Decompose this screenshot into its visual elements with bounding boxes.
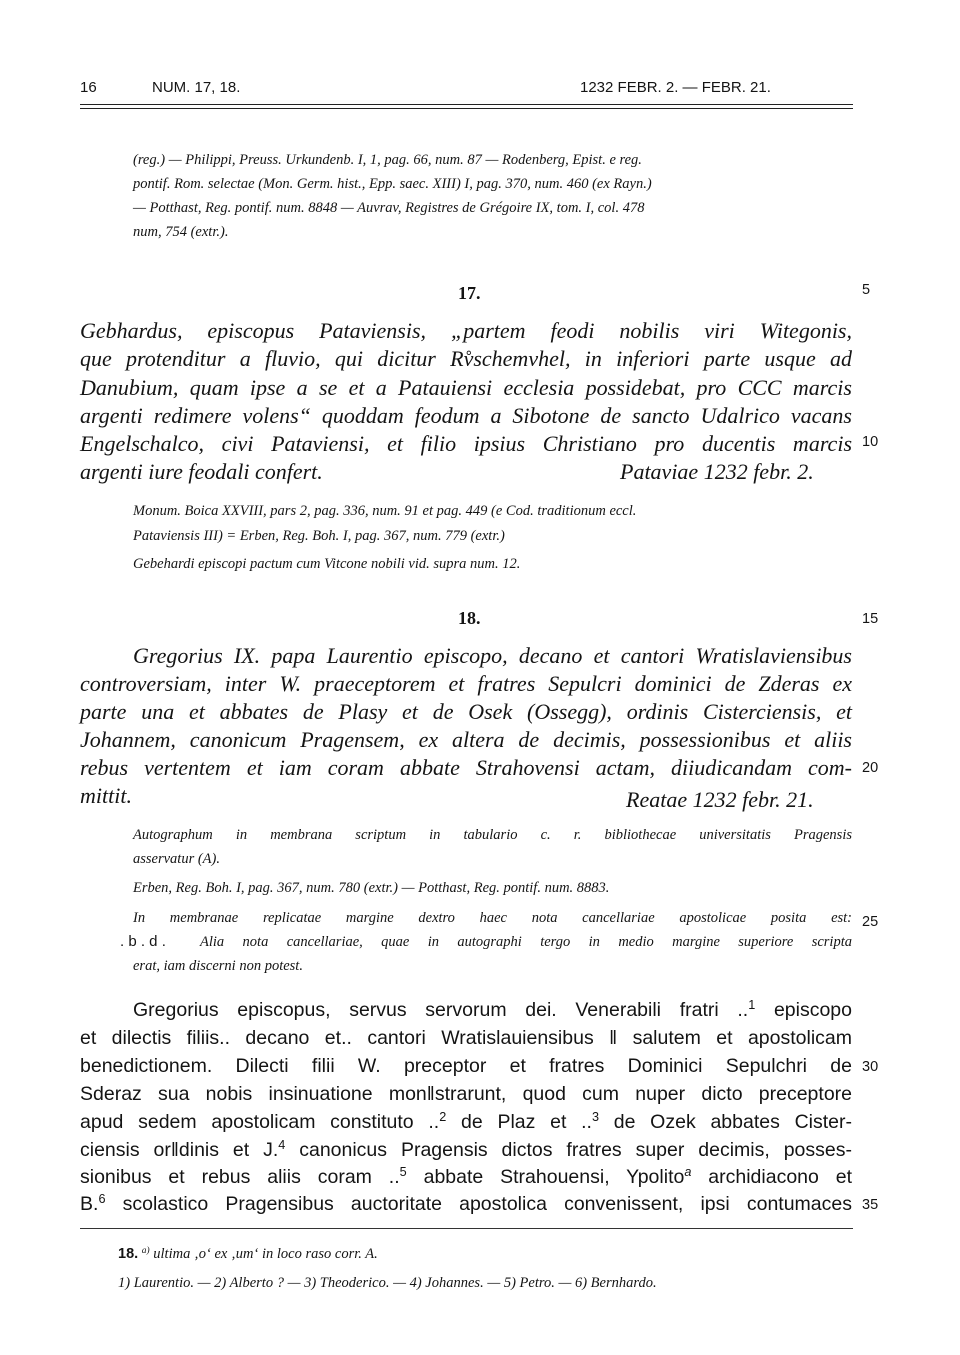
charter-text-line: sionibus et rebus aliis coram ..$^5$ abbate Strahouensi, Ypolito$^a$ archidiacono et <box>80 1165 853 1188</box>
line-number: 15 <box>862 611 879 627</box>
name-footnotes: 1) Laurentio. — 2) Alberto ? — 3) Theoderico. — 4) Johannes. — 5) Petro. — 6) Bernhardo. <box>118 1275 657 1291</box>
source-note: asservatur (A). <box>133 851 220 867</box>
source-note: Gebehardi episcopi pactum cum Vitcone nobili vid. supra num. 12. <box>133 556 521 572</box>
line-number: 25 <box>862 914 879 930</box>
prev-source-line: pontif. Rom. selectae (Mon. Germ. hist., Epp. saec. XIII) I, pag. 370, num. 460 (ex Rayn.) <box>133 176 652 192</box>
charter-text-line: ciensis or‖dinis et J.$^4$ canonicus Pragensis dictos fratres super decimis, posses- <box>80 1138 852 1161</box>
page-number: 16 <box>80 79 97 96</box>
regest-line: que protenditur a fluvio, qui dicitur Rv̊schemvhel, in inferiori parte usque ad <box>80 346 852 371</box>
source-note: Alia nota cancellariae, quae in autographi tergo in medio margine superiore scripta <box>200 934 852 950</box>
regest-line: argenti redimere volens“ quoddam feodum a Sibotone de sancto Udalrico vacans <box>80 403 852 428</box>
charter-text-line: Sderaz sua nobis insinuatione mon‖strarunt, quod cum nuper dicto preceptore <box>80 1083 852 1105</box>
regest-line: Johannem, canonicum Pragensem, ex altera de decimis, possessionibus et aliis <box>80 727 852 752</box>
source-note: Monum. Boica XXVIII, pars 2, pag. 336, num. 91 et pag. 449 (e Cod. traditionum eccl. <box>133 503 637 519</box>
running-title-numbers: NUM. 17, 18. <box>152 79 241 96</box>
regest-line: argenti iure feodali confert. <box>80 459 323 484</box>
regest-line: Danubium, quam ipse a se et a Patauiensi ecclesia possidebat, pro CCC marcis <box>80 375 852 400</box>
line-number: 20 <box>862 760 879 776</box>
document-number: 18. <box>458 608 481 628</box>
prev-source-line: (reg.) — Philippi, Preuss. Urkundenb. I, 1, pag. 66, num. 87 — Rodenberg, Epist. e reg. <box>133 152 642 168</box>
charter-text-line: Gregorius episcopus, servus servorum dei. Venerabili fratri ..$^1$ episcopo <box>133 998 853 1021</box>
regest-line: parte una et abbates de Plasy et de Osek (Ossegg), ordinis Cisterciensis, et <box>80 699 852 724</box>
regest-line: Gregorius IX. papa Laurentio episcopo, decano et cantori Wratislaviensibus <box>133 643 852 668</box>
source-note: Erben, Reg. Boh. I, pag. 367, num. 780 (extr.) — Potthast, Reg. pontif. num. 8883. <box>133 880 610 896</box>
regest-line: Engelschalco, civi Pataviensi, et filio ipsius Christiano pro ducentis marcis <box>80 431 852 456</box>
line-number: 5 <box>862 282 871 298</box>
regest-line: controversiam, inter W. praeceptorem et fratres Sepulcri dominici de Zderas ex <box>80 671 852 696</box>
place-date: Reatae 1232 febr. 21. <box>626 787 814 812</box>
footnote-rule <box>80 1228 853 1229</box>
line-number: 10 <box>862 434 879 450</box>
source-note: Autographum in membrana scriptum in tabulario c. r. bibliothecae universitatis Pragensis <box>133 827 852 843</box>
header-rule-thin <box>80 108 853 109</box>
line-number: 30 <box>862 1059 879 1075</box>
chancery-sigla: . b . d . <box>120 933 166 950</box>
prev-source-line: — Potthast, Reg. pontif. num. 8848 — Auvrav, Registres de Grégoire IX, tom. I, col. 478 <box>133 200 645 216</box>
charter-text-line: apud sedem apostolicam constituto ..$^2$ de Plaz et ..$^3$ de Ozek abbates Cister- <box>80 1110 852 1133</box>
source-note: erat, iam discerni non potest. <box>133 958 303 974</box>
variant-footnote: 18. $^{a)}$ ultima ‚o‘ ex ‚um‘ in loco raso corr. A. <box>118 1245 378 1262</box>
source-note: Pataviensis III) = Erben, Reg. Boh. I, pag. 367, num. 779 (extr.) <box>133 528 505 544</box>
regest-line: Gebhardus, episcopus Pataviensis, „partem feodi nobilis viri Witegonis, <box>80 318 852 343</box>
line-number: 35 <box>862 1197 879 1213</box>
prev-source-line: num, 754 (extr.). <box>133 224 229 240</box>
charter-text-line: et dilectis filiis.. decano et.. cantori Wratislauiensibus ‖ salutem et apostolicam <box>80 1027 852 1049</box>
running-title-dates: 1232 FEBR. 2. — FEBR. 21. <box>580 79 771 96</box>
regest-line: rebus vertentem et iam coram abbate Strahovensi actam, diiudicandam com- <box>80 755 852 780</box>
charter-text-line: benedictionem. Dilecti filii W. preceptor et fratres Dominici Sepulchri de <box>80 1055 852 1077</box>
document-number: 17. <box>458 283 481 303</box>
regest-line: mittit. <box>80 783 132 808</box>
source-note: In membranae replicatae margine dextro haec nota cancellariae apostolicae posita est: <box>133 910 852 926</box>
header-rule <box>80 104 853 105</box>
charter-text-line: B.$^6$ scolastico Pragensibus auctoritate apostolica convenissent, ipsi contumaces <box>80 1192 852 1215</box>
place-date: Pataviae 1232 febr. 2. <box>620 459 814 484</box>
